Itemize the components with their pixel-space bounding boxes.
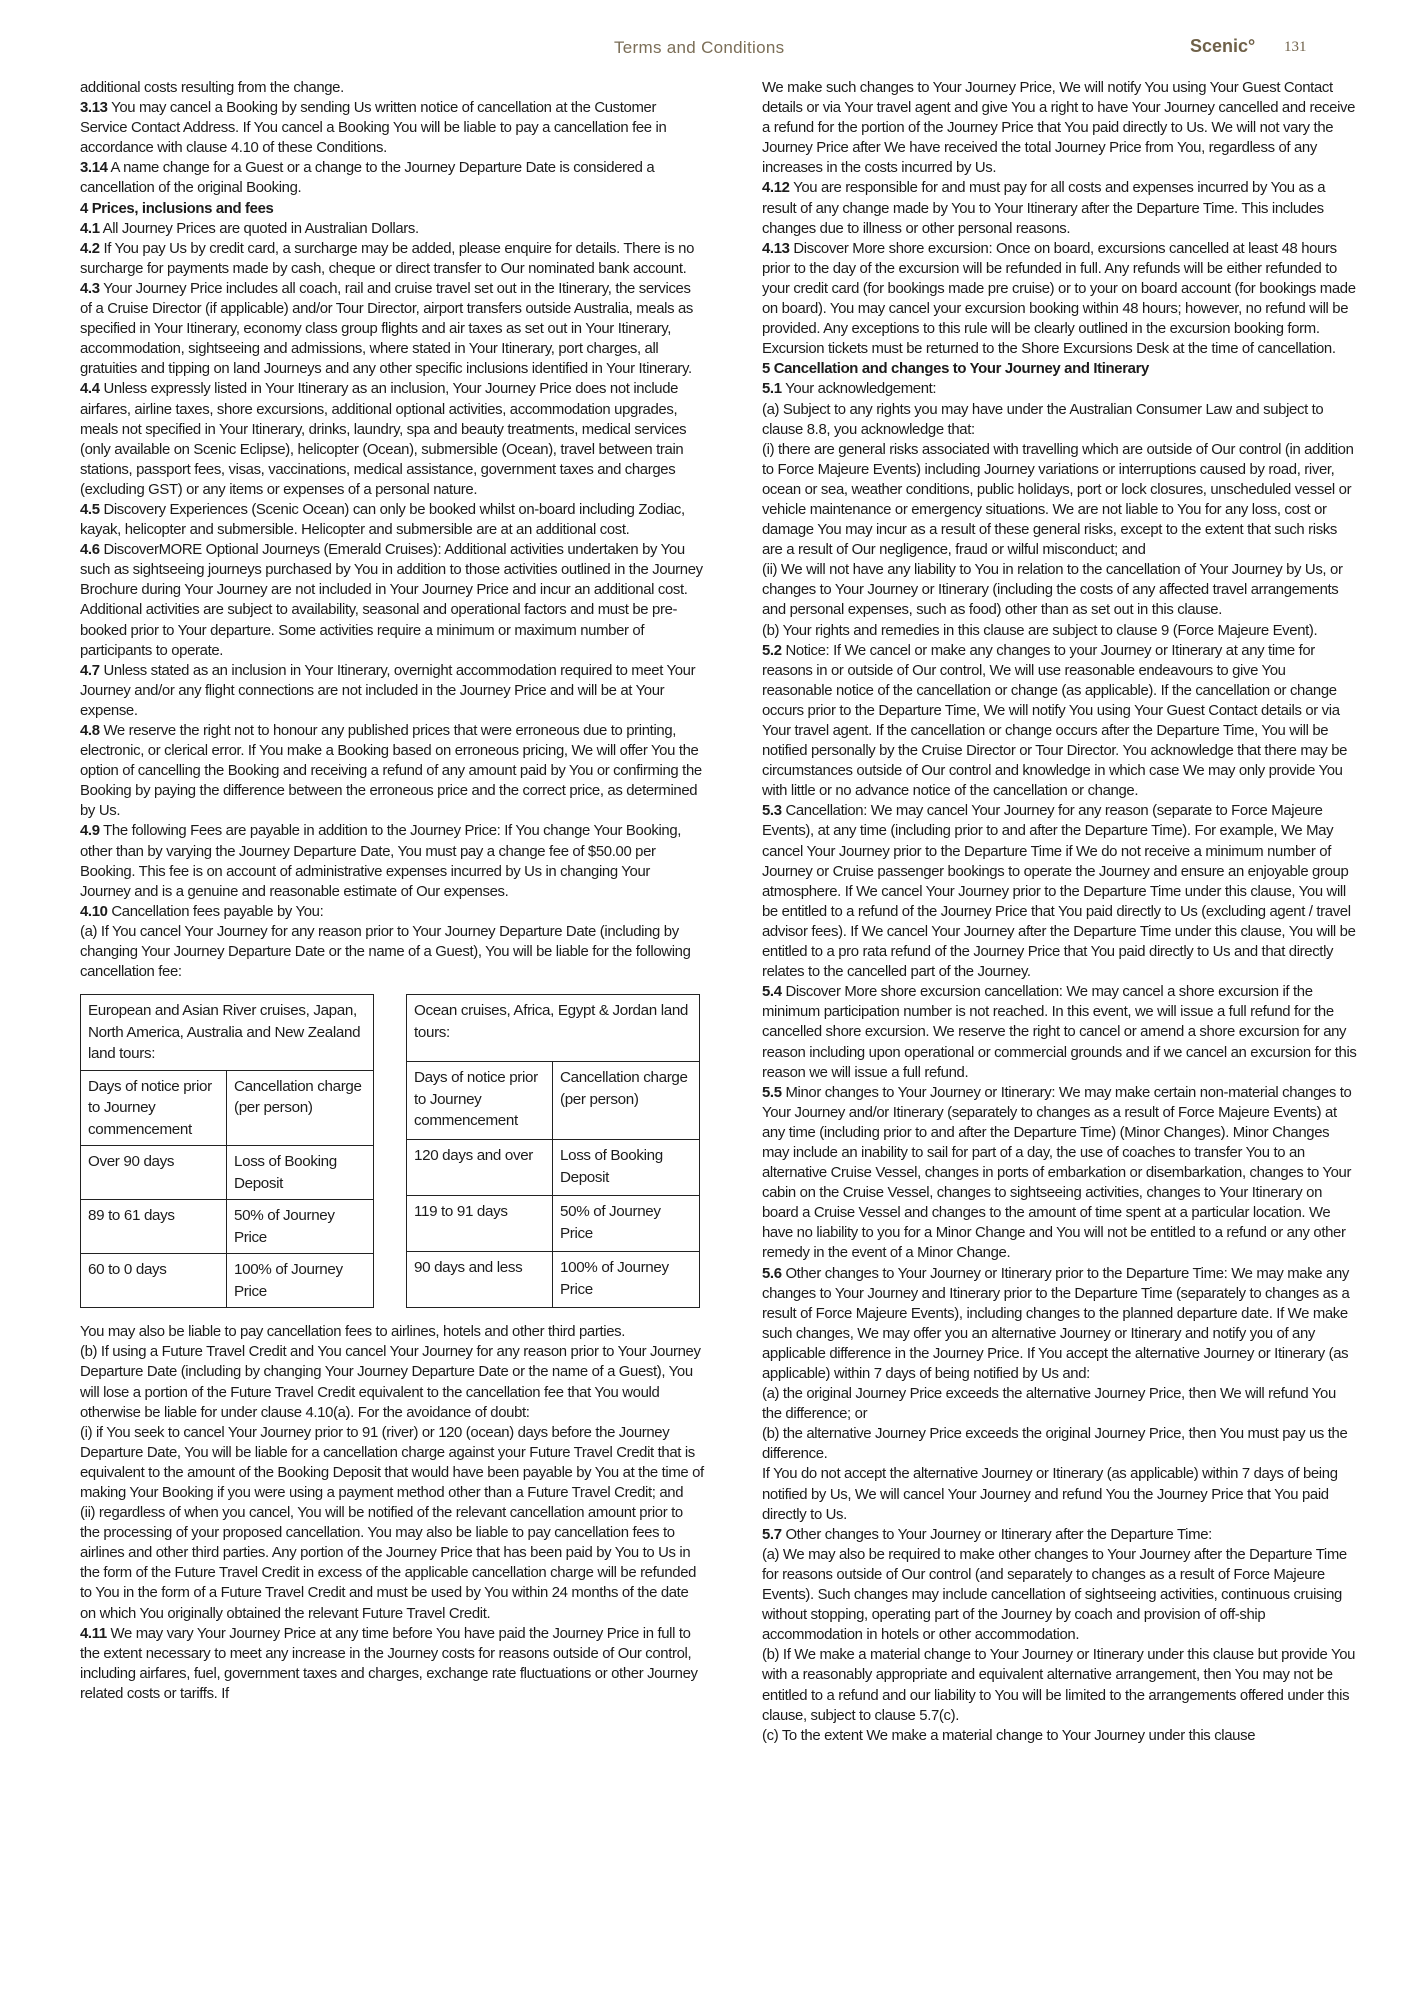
clause-text: Other changes to Your Journey or Itinerary prior to the Departure Time: We may make any changes to Your Journey and Itinerary prior to the Departure Time (separately to changes as a result of Force Majeure Events), including changes to the planned departure date. If We make such changes, We may offer you an alternative Journey or Itinerary and notify you of any applicable difference in the Journey Price. If You accept the alternative Journey or Itinerary (as applicable) within 7 days of being notified by Us and: — [762, 1265, 1350, 1382]
clause-5-3 — [762, 801, 1358, 982]
clause-number: 4.8 — [80, 723, 100, 739]
clause-text: Discover More shore excursion cancellation: We may cancel a shore excursion if the minimum participation number is not reached. In this event, we will issue a full refund for the cancelled shore excursion. We reserve the right to cancel or amend a shore excursion for any reason including upon operational or commercial grounds and if we cancel an excursion for this reason we will issue a full refund. — [762, 984, 1357, 1081]
table-cell: 119 to 91 days — [407, 1196, 553, 1252]
clause-text: Other changes to Your Journey or Itinerary after the Departure Time: — [781, 1526, 1212, 1543]
clause-3-13 — [80, 98, 704, 158]
clause-number: 3.13 — [80, 100, 108, 117]
clause-number: 5.5 — [762, 1084, 782, 1101]
clause-number: 4.6 — [80, 542, 100, 559]
heading-text: 4 Prices, inclusions and fees — [80, 200, 274, 217]
clause-4-10 — [80, 902, 704, 922]
clause-number: 5.3 — [762, 803, 782, 820]
clause-4-1 — [80, 219, 704, 239]
clause-number: 4.5 — [80, 501, 100, 518]
clause-4-4 — [80, 379, 704, 500]
clause-text: Notice: If We cancel or make any changes to your Journey or Itinerary at any time for reasons in or outside of Our control, We will use reasonable endeavours to give You reasonable notice of the cancellation or change (as applicable). If the cancellation or change occurs prior to the Departure Time, We will notify You using Your Guest Contact details or via Your travel agent. If the cancellation or change occurs after the Departure Time, You will be notified personally by the Cruise Director or Tour Director. You acknowledge that there may be circumstances outside of Our control and knowledge in which case We may only provide You with little or no advance notice of the cancellation or change. — [762, 642, 1348, 800]
clause-4-3 — [80, 279, 704, 379]
clause-number: 4.1 — [80, 220, 100, 237]
ocean-cancellation-table — [406, 994, 700, 1308]
clause-number: 4.7 — [80, 662, 100, 679]
clause-5-2 — [762, 641, 1358, 802]
column-header: Cancellation charge (per person) — [227, 1070, 374, 1146]
clause-4-8 — [80, 721, 704, 821]
clause-text: Cancellation fees payable by You: — [107, 903, 324, 920]
clause-text: Unless stated as an inclusion in Your Itinerary, overnight accommodation required to meet Your Journey and/or any flight connections are not included in the Journey Price and will be at Your expense. — [80, 662, 696, 719]
clause-4-2 — [80, 239, 704, 279]
clause-4-10-b-i: (i) if You seek to cancel Your Journey prior to 91 (river) or 120 (ocean) days before the Journey Departure Date, You will be liable for a cancellation charge against your Future Travel Credit that is equivalent to the amount of the Booking Deposit that would have been payable by You at the time of making Your Booking if you were using a payment method other than a Future Travel Credit; and — [80, 1424, 704, 1501]
table-cell: Over 90 days — [81, 1146, 227, 1200]
clause-5-1-a-i: (i) there are general risks associated with travelling which are outside of Our control (in addition to Force Majeure Events) including Journey variations or interruptions caused by road, river, ocean or sea, weather conditions, public holidays, port or lock closures, unscheduled vessel or vehicle maintenance or emergency situations. We are not liable to You for any loss, cost or damage You may incur as a result of these general risks, except to the extent that such risks are a result of Our negligence, fraud or wilful misconduct; and — [762, 441, 1354, 559]
clause-4-10-b-ii: (ii) regardless of when you cancel, You will be notified of the relevant cancellation amount prior to the processing of your proposed cancellation. You may also be liable to pay cancellation fees to airlines and other third parties. Any portion of the Journey Price that has been paid by You to Us in the form of the Future Travel Credit in excess of the applicable cancellation charge will be refunded to You in the form of a Future Travel Credit and must be used by You within 24 months of the date on which You originally obtained the relevant Future Travel Credit. — [80, 1505, 697, 1622]
clause-4-9 — [80, 821, 704, 901]
clause-4-5 — [80, 500, 704, 540]
clause-number: 4.3 — [80, 280, 100, 297]
clause-number: 4.9 — [80, 823, 100, 840]
left-column — [80, 78, 704, 1704]
table-row — [407, 1140, 700, 1196]
table-title: Ocean cruises, Africa, Egypt & Jordan land tours: — [407, 995, 700, 1062]
clause-number: 3.14 — [80, 160, 108, 177]
column-header: Cancellation charge (per person) — [553, 1062, 700, 1140]
clause-4-6 — [80, 540, 704, 661]
clause-text: Your Journey Price includes all coach, rail and cruise travel set out in the Itinerary, the services of a Cruise Director (if applicable) and/or Tour Director, airport transfers outside Australia, meals as specified in Your Itinerary, economy class group flights and air taxes as set out in Your Itinerary, accommodation, sightseeing and admissions, where stated in Your Itinerary, port charges, all gratuities and tipping on land Journeys and any other specific inclusions identified in Your Itinerary. — [80, 280, 693, 378]
clause-text: You are responsible for and must pay for all costs and expenses incurred by You as a result of any change made by You to Your Itinerary after the Departure Time. This includes changes due to illness or other personal reasons. — [762, 180, 1326, 237]
clause-text: You may cancel a Booking by sending Us written notice of cancellation at the Customer Service Contact Address. If You cancel a Booking You will be liable to pay a cancellation fee in accordance with clause 4.10 of these Conditions. — [80, 100, 667, 157]
table-title-row — [81, 995, 374, 1071]
clause-number: 5.1 — [762, 381, 782, 398]
clause-text: A name change for a Guest or a change to the Journey Departure Date is considered a cancellation of the original Booking. — [80, 160, 655, 197]
table-cell: 90 days and less — [407, 1252, 553, 1308]
clause-4-13 — [762, 239, 1358, 360]
clause-text: Cancellation: We may cancel Your Journey for any reason (separate to Force Majeure Events), at any time (including prior to and after the Departure Time). For example, We May cancel Your Journey prior to the Departure Time if We do not receive a minimum number of Journey or Cruise passenger bookings to operate the Journey and ensure an enjoyable group atmosphere. If We cancel Your Journey prior to the Departure Time under this clause, You will be entitled to a refund of the Journey Price that You paid directly to Us (excluding agent / travel advisor fees). If We cancel Your Journey after the Departure Time under this clause, You will be entitled to a pro rata refund of the Journey Price that You paid directly to Us and that directly relates to the cancelled part of the Journey. — [762, 803, 1356, 981]
table-cell: Loss of Booking Deposit — [227, 1146, 374, 1200]
clause-5-1-b: (b) Your rights and remedies in this clause are subject to clause 9 (Force Majeure Event). — [762, 622, 1318, 639]
clause-number: 4.2 — [80, 240, 100, 257]
clause-number: 4.13 — [762, 240, 790, 257]
table-cell: 50% of Journey Price — [553, 1196, 700, 1252]
section-heading-5 — [762, 359, 1358, 379]
column-header: Days of notice prior to Journey commencement — [407, 1062, 553, 1140]
river-cancellation-table — [80, 994, 374, 1308]
section-heading-4 — [80, 199, 704, 219]
clause-number: 5.7 — [762, 1526, 782, 1543]
table-row — [81, 1200, 374, 1254]
page-header — [0, 32, 1414, 62]
clause-number: 4.10 — [80, 903, 108, 920]
clause-5-7-c: (c) To the extent We make a material change to Your Journey under this clause — [762, 1727, 1256, 1744]
table-header-row — [81, 1070, 374, 1146]
table-cell: 100% of Journey Price — [227, 1254, 374, 1308]
clause-3-14 — [80, 158, 704, 198]
table-header-row — [407, 1062, 700, 1140]
paragraph: additional costs resulting from the change. — [80, 80, 344, 96]
column-header: Days of notice prior to Journey commencement — [81, 1070, 227, 1146]
brand-logo: Scenic° — [1190, 36, 1256, 56]
clause-number: 4.11 — [80, 1625, 107, 1642]
table-title: European and Asian River cruises, Japan, North America, Australia and New Zealand land tours: — [81, 995, 374, 1071]
table-row — [407, 1196, 700, 1252]
clause-text: Unless expressly listed in Your Itinerary as an inclusion, Your Journey Price does not include airfares, airline taxes, shore excursions, additional optional activities, accommodation upgrades, meals not specified in Your Itinerary, drinks, laundry, spa and beauty treatments, medical services (only available on Scenic Eclipse), helicopter (Ocean), submersible (Ocean), travel between train stations, passport fees, visas, vaccinations, medical assistance, government taxes and charges (excluding GST) or any items or expenses of a personal nature. — [80, 381, 687, 498]
clause-text: If You pay Us by credit card, a surcharge may be added, please enquire for details. There is no surcharge for payments made by cash, cheque or direct transfer to Our nominated bank account. — [80, 240, 695, 277]
table-row — [407, 1252, 700, 1308]
clause-text: The following Fees are payable in addition to the Journey Price: If You change Your Booking, other than by varying the Journey Departure Date, You must pay a change fee of $50.00 per Booking. This fee is on account of administrative expenses incurred by Us in changing Your Journey and is a genuine and reasonable estimate of Our expenses. — [80, 823, 682, 900]
paragraph: You may also be liable to pay cancellation fees to airlines, hotels and other third parties. — [80, 1324, 626, 1341]
clause-4-10-b: (b) If using a Future Travel Credit and You cancel Your Journey for any reason prior to Your Journey Departure Date (including by changing Your Journey Departure Date or the name of a Guest), You will lose a portion of the Future Travel Credit equivalent to the cancellation fee that You would otherwise be liable for under clause 4.10(a). For the avoidance of doubt: — [80, 1344, 701, 1421]
clause-text: Discover More shore excursion: Once on board, excursions cancelled at least 48 hours prior to the day of the excursion will be refunded in full. Any refunds will be either refunded to your credit card (for bookings made pre cruise) or to your on board account (for bookings made on board). You may cancel your excursion booking within 48 hours; however, no refund will be provided. Any exceptions to this rule will be clearly outlined in the excursion booking form. Excursion tickets must be returned to the Shore Excursions Desk at the time of cancellation. — [762, 240, 1356, 358]
clause-5-7-a: (a) We may also be required to make other changes to Your Journey after the Departure Time for reasons outside of Our control (and separately to changes as a result of Force Majeure Events). Such changes may include cancellation of sightseeing activities, continuous cruising without stopping, operating part of the Journey by coach and provision of off-ship accommodation in hotels or other accommodation. — [762, 1546, 1347, 1644]
clause-number: 4.12 — [762, 180, 790, 197]
page-number: 131 — [1284, 39, 1307, 55]
clause-4-7 — [80, 661, 704, 721]
clause-text: Minor changes to Your Journey or Itinerary: We may make certain non-material changes to Your Journey and/or Itinerary (separately to changes as a result of Force Majeure Events) at any time (including prior to and after the Departure Time) (Minor Changes). Minor Changes may include an inability to sail for part of a day, the use of coaches to transfer You to an alternative Cruise Vessel, changes in ports of embarkation or disembarkation, changes to Your cabin on the Cruise Vessel, changes to sightseeing activities, changes to Your Itinerary on board a Cruise Vessel and changes to the amount of time spent at a particular location. We have no liability to you for a Minor Change and You will not be entitled to a refund or any other remedy in the event of a Minor Change. — [762, 1084, 1352, 1262]
clause-text: We reserve the right not to honour any published prices that were erroneous due to printing, electronic, or clerical error. If You make a Booking based on erroneous pricing, We will offer You the option of cancelling the Booking and receiving a refund of any amount paid by You or confirming the Booking by paying the difference between the erroneous price and the correct price, as determined by Us. — [80, 723, 702, 820]
table-cell: 100% of Journey Price — [553, 1252, 700, 1308]
clause-5-6 — [762, 1264, 1358, 1385]
heading-text: 5 Cancellation and changes to Your Journey and Itinerary — [762, 361, 1149, 378]
clause-5-6-b: (b) the alternative Journey Price exceeds the original Journey Price, then You must pay us the difference. — [762, 1426, 1348, 1463]
clause-text: Discovery Experiences (Scenic Ocean) can only be booked whilst on-board including Zodiac, kayak, helicopter and submersible. Helicopter and submersible are at an additional cost. — [80, 501, 685, 539]
clause-5-1-a-ii: (ii) We will not have any liability to You in relation to the cancellation of Your Journey by Us, or changes to Your Journey or Itinerary (including the costs of any affected travel arrangements and personal expenses, such as food) other than as set out in this clause. — [762, 562, 1343, 619]
clause-text: Your acknowledgement: — [781, 381, 937, 398]
clause-5-7 — [762, 1525, 1358, 1545]
section-title: Terms and Conditions — [614, 38, 785, 57]
clause-5-7-b: (b) If We make a material change to Your Journey or Itinerary under this clause but provide You with a reasonably appropriate and equivalent alternative arrangement, then You may not be entitled to a refund and our liability to You will be limited to the arrangements offered under this clause, subject to clause 5.7(c). — [762, 1647, 1356, 1724]
clause-5-4 — [762, 982, 1358, 1082]
clause-5-1 — [762, 379, 1358, 399]
table-row — [81, 1146, 374, 1200]
clause-4-10-a: (a) If You cancel Your Journey for any reason prior to Your Journey Departure Date (including by changing Your Journey Departure Date or the name of a Guest), You will be liable for the following cancellation fee: — [80, 923, 691, 981]
table-cell: Loss of Booking Deposit — [553, 1140, 700, 1196]
cancellation-fee-tables — [80, 994, 700, 1308]
clause-number: 5.6 — [762, 1265, 782, 1282]
paragraph: We make such changes to Your Journey Price, We will notify You using Your Guest Contact details or via Your travel agent and give You a right to have Your Journey cancelled and receive a refund for the portion of the Journey Price that You paid directly to Us. We will not vary the Journey Price after We have received the total Journey Price from You, regardless of any increases in the costs incurred by Us. — [762, 80, 1356, 177]
table-cell: 120 days and over — [407, 1140, 553, 1196]
clause-5-5 — [762, 1083, 1358, 1264]
table-cell: 50% of Journey Price — [227, 1200, 374, 1254]
clause-5-1-a: (a) Subject to any rights you may have under the Australian Consumer Law and subject to clause 8.8, you acknowledge that: — [762, 401, 1324, 438]
table-cell: 60 to 0 days — [81, 1254, 227, 1308]
right-column — [762, 78, 1358, 1746]
table-cell: 89 to 61 days — [81, 1200, 227, 1254]
clause-4-12 — [762, 178, 1358, 238]
clause-number: 5.2 — [762, 642, 782, 659]
paragraph: If You do not accept the alternative Journey or Itinerary (as applicable) within 7 days of being notified by Us, We will cancel Your Journey and refund You the Journey Price that You paid directly to Us. — [762, 1466, 1338, 1523]
table-title-row — [407, 995, 700, 1062]
clause-4-11 — [80, 1624, 704, 1704]
clause-number: 4.4 — [80, 381, 100, 398]
clause-text: DiscoverMORE Optional Journeys (Emerald Cruises): Additional activities undertaken by You such as sightseeing journeys purchased by You in addition to those activities outlined in the Journey Brochure during Your Journey are not included in Your Journey Price and incur an additional cost. Additional activities are subject to availability, seasonal and operational factors and must be pre-booked prior to Your departure. Some activities require a minimum or maximum number of participants to operate. — [80, 542, 703, 659]
clause-number: 5.4 — [762, 984, 782, 1001]
clause-text: We may vary Your Journey Price at any time before You have paid the Journey Price in full to the extent necessary to meet any increase in the Journey costs for reasons outside of Our control, including airfares, fuel, government taxes and charges, exchange rate fluctuations or other Journey related costs or tariffs. If — [80, 1625, 698, 1702]
table-row — [81, 1254, 374, 1308]
clause-5-6-a: (a) the original Journey Price exceeds the alternative Journey Price, then We will refund You the difference; or — [762, 1386, 1336, 1423]
clause-text: All Journey Prices are quoted in Australian Dollars. — [99, 220, 419, 237]
